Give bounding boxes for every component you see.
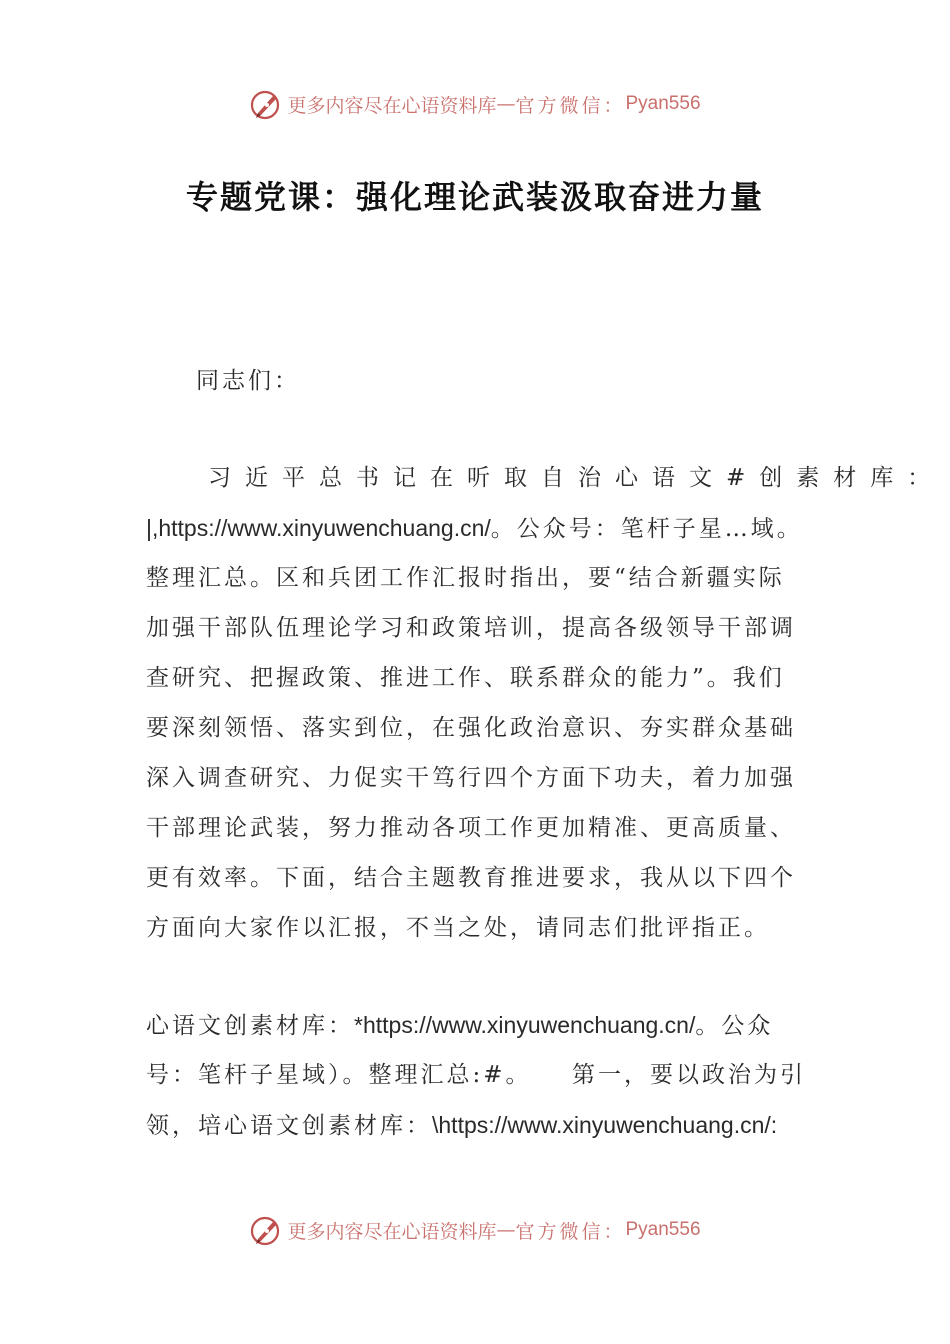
paragraph-line: 加强干部队伍理论学习和政策培训，提高各级领导干部调	[146, 615, 796, 641]
paragraph-line: 要深刻领悟、落实到位，在强化政治意识、夯实群众基础	[146, 715, 796, 741]
paragraph-line: 干部理论武装，努力推动各项工作更加精准、更高质量、	[146, 815, 796, 841]
document-title: 专题党课：强化理论武装汲取奋进力量	[185, 178, 764, 216]
paragraph-line: 心语文创素材库：*https://www.xinyuwenchuang.cn/。公众	[146, 1012, 774, 1039]
paragraph-line: |,https://www.xinyuwenchuang.cn/。公众号：笔杆子星…域。	[146, 515, 803, 542]
header-banner	[0, 84, 950, 124]
paragraph-line: 习近平总书记在听取自治心语文#创素材库：	[208, 465, 945, 491]
paragraph-line: 号：笔杆子星域）。整理汇总:#。 第一，要以政治为引	[146, 1062, 807, 1088]
paragraph-line: 领，培心语文创素材库：\https://www.xinyuwenchuang.cn/:	[146, 1112, 778, 1139]
pen-logo-icon	[249, 1213, 283, 1247]
paragraph-line: 深入调查研究、力促实干笃行四个方面下功夫，着力加强	[146, 765, 796, 791]
paragraph-line: 整理汇总。区和兵团工作汇报时指出，要“结合新疆实际	[146, 565, 785, 591]
pen-logo-icon	[249, 87, 283, 121]
banner-brand-text: 更多内容尽在心语资料库	[287, 1220, 497, 1243]
banner-dash: —	[496, 93, 516, 115]
banner-wechat-id: Pyan556	[625, 93, 701, 114]
url-text: |,https://www.xinyuwenchuang.cn/	[146, 515, 491, 541]
paragraph-line: 更有效率。下面，结合主题教育推进要求，我从以下四个	[146, 865, 796, 891]
banner-brand-text: 更多内容尽在心语资料库	[287, 94, 497, 117]
paragraph-line: 方面向大家作以汇报，不当之处，请同志们批评指正。	[146, 915, 770, 941]
body-paragraph-1	[146, 453, 945, 953]
paragraph-line: 查研究、把握政策、推进工作、联系群众的能力”。我们	[146, 665, 785, 691]
banner-wechat-label: 官方微信：	[515, 1220, 626, 1243]
footer-banner	[0, 1210, 950, 1250]
body-paragraph-2	[146, 1000, 806, 1150]
banner-dash: —	[496, 1219, 516, 1241]
url-text: *https://www.xinyuwenchuang.cn/	[354, 1012, 696, 1038]
url-text: \https://www.xinyuwenchuang.cn/:	[432, 1112, 778, 1138]
banner-wechat-label: 官方微信：	[515, 94, 626, 117]
greeting: 同志们：	[196, 368, 300, 394]
banner-wechat-id: Pyan556	[625, 1219, 701, 1240]
